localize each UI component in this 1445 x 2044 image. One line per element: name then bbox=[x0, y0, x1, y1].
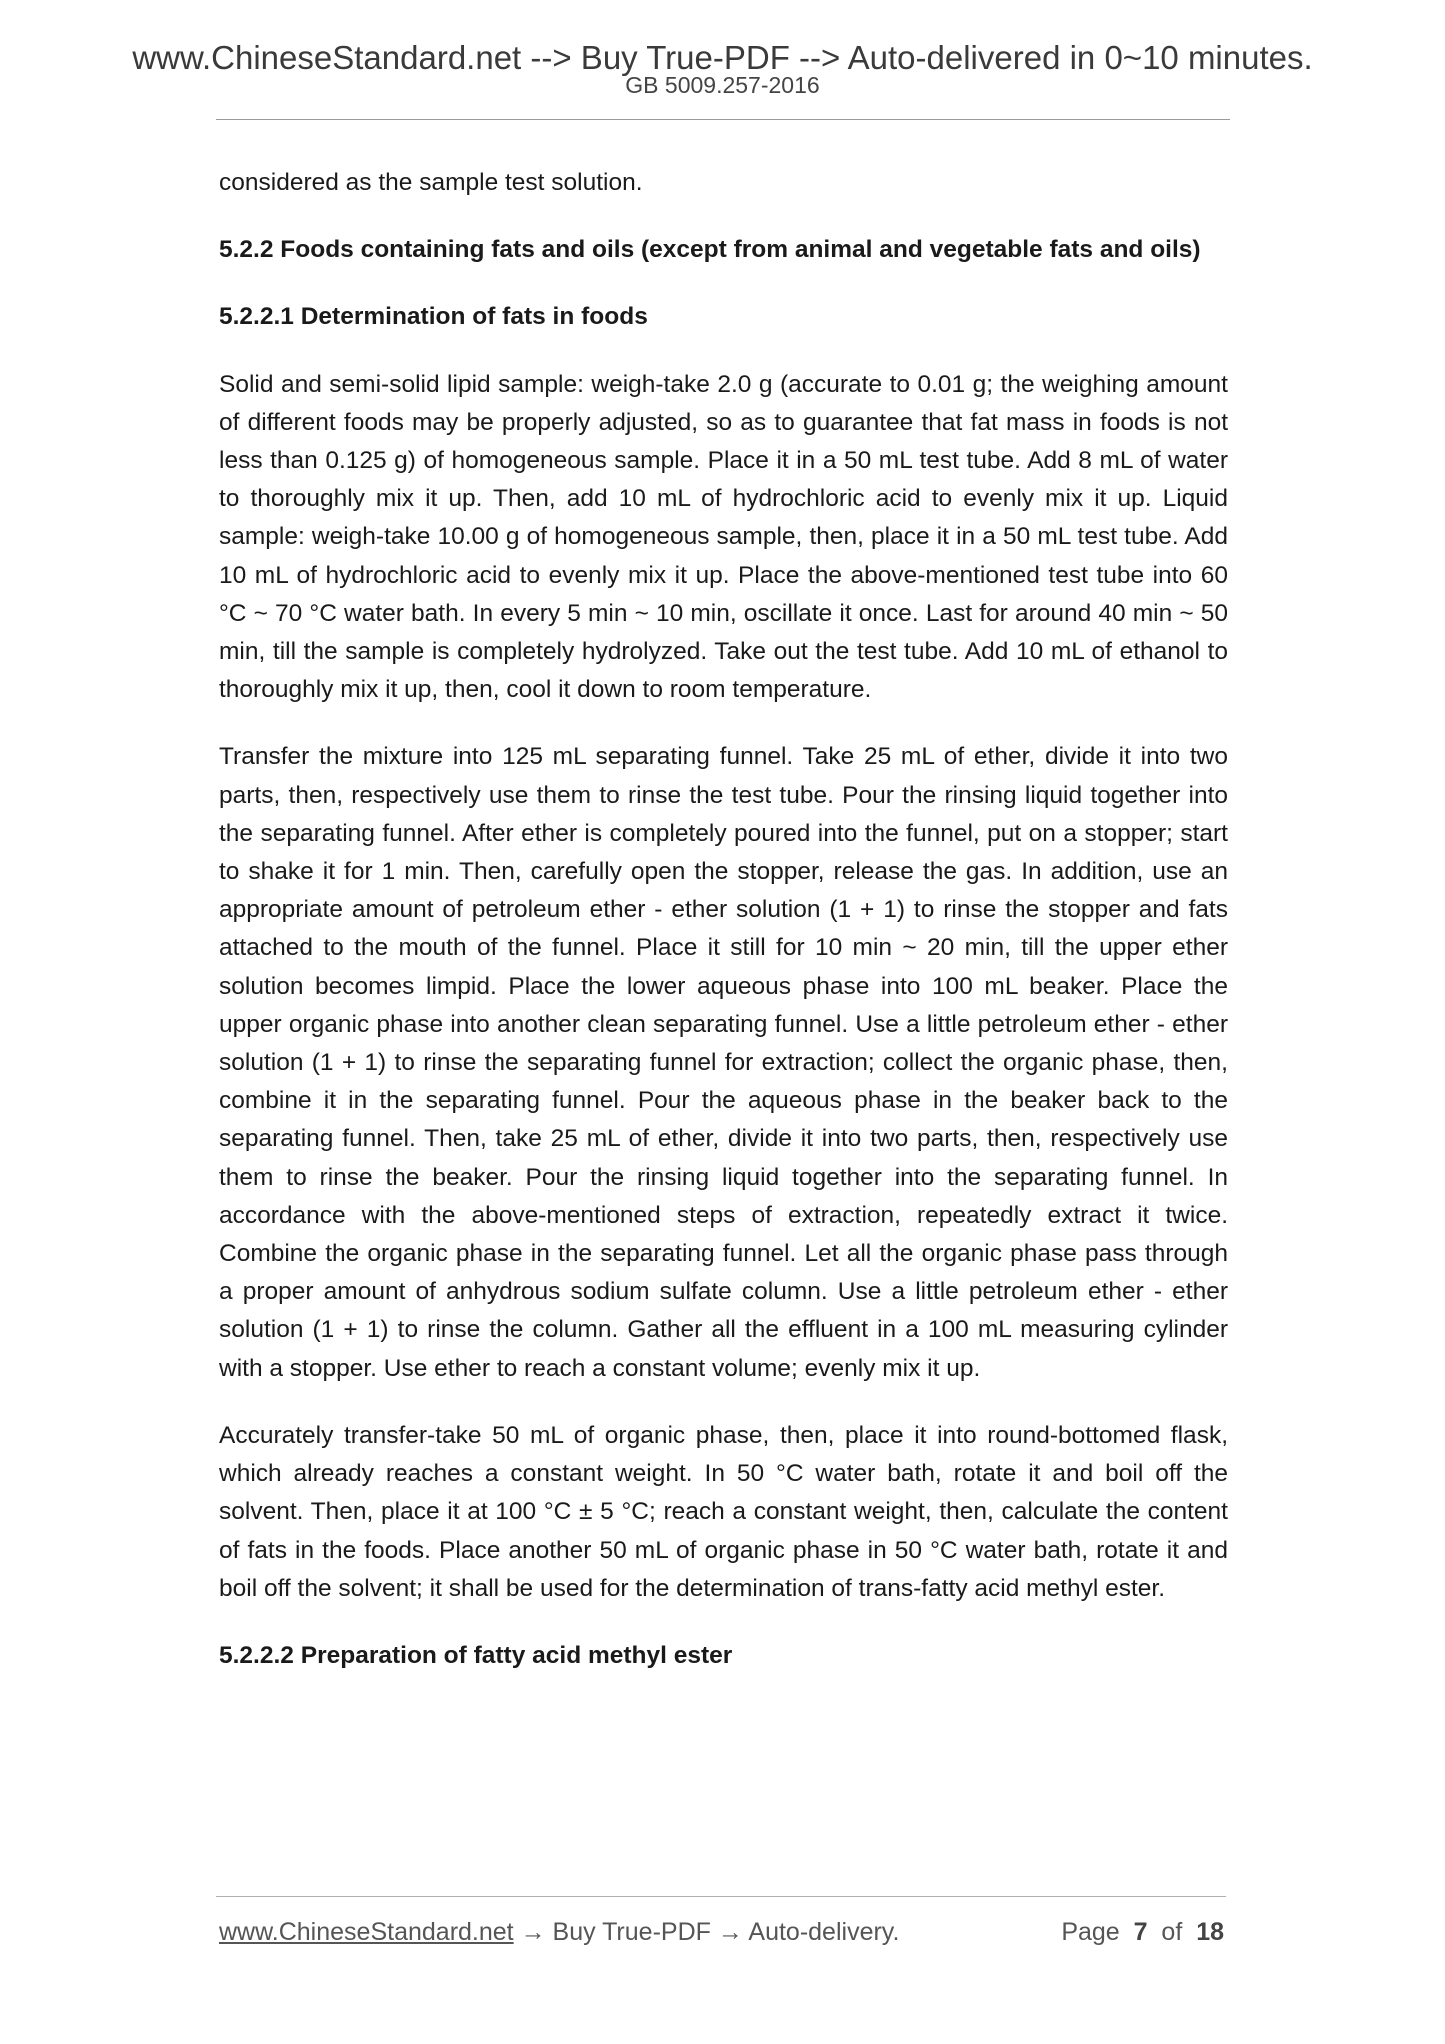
document-code: GB 5009.257-2016 bbox=[625, 72, 820, 98]
paragraph-sample-prep: Solid and semi-solid lipid sample: weigh-take 2.0 g (accurate to 0.01 g; the weighing amount of different foods may be properly adjusted, so as to guarantee that fat mass in foods is not less than 0.125 g) of homogeneous sample. Place it in a 50 mL test tube. Add 8 mL of water to thoroughly mix it up. Then, add 10 mL of hydrochloric acid to evenly mix it up. Liquid sample: weigh-take 10.00 g of homogeneous sample, then, place it in a 50 mL test tube. Add 10 mL of hydrochloric acid to evenly mix it up. Place the above-mentioned test tube into 60 °C ~ 70 °C water bath. In every 5 min ~ 10 min, oscillate it once. Last for around 40 min ~ 50 min, till the sample is completely hydrolyzed. Take out the test tube. Add 10 mL of ethanol to thoroughly mix it up, then, cool it down to room temperature. bbox=[219, 370, 1228, 704]
footer-left bbox=[219, 1916, 899, 1948]
footer-site-link[interactable]: www.ChineseStandard.net bbox=[219, 1918, 514, 1946]
paragraph-extraction: Transfer the mixture into 125 mL separating funnel. Take 25 mL of ether, divide it into two parts, then, respectively use them to rinse the test tube. Pour the rinsing liquid together into the separating funnel. After ether is completely poured into the funnel, put on a stopper; start to shake it for 1 min. Then, carefully open the stopper, release the gas. In addition, use an appropriate amount of petroleum ether - ether solution (1 + 1) to rinse the stopper and fats attached to the mouth of the funnel. Place it still for 10 min ~ 20 min, till the upper ether solution becomes limpid. Place the lower aqueous phase into 100 mL beaker. Place the upper organic phase into another clean separating funnel. Use a little petroleum ether - ether solution (1 + 1) to rinse the separating funnel for extraction; collect the organic phase, then, combine it in the separating funnel. Pour the aqueous phase in the beaker back to the separating funnel. Then, take 25 mL of ether, divide it into two parts, then, respectively use them to rinse the beaker. Pour the rinsing liquid together into the separating funnel. In accordance with the above-mentioned steps of extraction, repeatedly extract it twice. Combine the organic phase in the separating funnel. Let all the organic phase pass through a proper amount of anhydrous sodium sulfate column. Use a little petroleum ether - ether solution (1 + 1) to rinse the column. Gather all the effluent in a 100 mL measuring cylinder with a stopper. Use ether to reach a constant volume; evenly mix it up. bbox=[219, 743, 1228, 1382]
of-label: of bbox=[1161, 1918, 1183, 1946]
footer-divider bbox=[216, 1896, 1226, 1897]
section-heading-5-2-2-2: 5.2.2.2 Preparation of fatty acid methyl ester bbox=[219, 1641, 733, 1669]
top-banner: www.ChineseStandard.net --> Buy True-PDF --> Auto-delivered in 0~10 minutes. bbox=[132, 39, 1313, 76]
page-content bbox=[219, 164, 1228, 1675]
intro-paragraph: considered as the sample test solution. bbox=[219, 169, 643, 196]
page-indicator bbox=[1061, 1916, 1224, 1948]
page-number: 7 bbox=[1133, 1918, 1148, 1946]
footer-tagline: → Buy True-PDF → Auto-delivery. bbox=[513, 1918, 900, 1946]
paragraph-fat-content: Accurately transfer-take 50 mL of organic phase, then, place it into round-bottomed flask, which already reaches a constant weight. In 50 °C water bath, rotate it and boil off the solvent. Then, place it at 100 °C ± 5 °C; reach a constant weight, then, calculate the content of fats in the foods. Place another 50 mL of organic phase in 50 °C water bath, rotate it and boil off the solvent; it shall be used for the determination of trans-fatty acid methyl ester. bbox=[219, 1421, 1228, 1602]
section-heading-5-2-2-1: 5.2.2.1 Determination of fats in foods bbox=[219, 303, 648, 331]
page-label: Page bbox=[1061, 1918, 1120, 1946]
total-pages: 18 bbox=[1196, 1918, 1224, 1946]
section-heading-5-2-2: 5.2.2 Foods containing fats and oils (except from animal and vegetable fats and oils) bbox=[219, 236, 1201, 264]
header-divider bbox=[216, 119, 1230, 120]
